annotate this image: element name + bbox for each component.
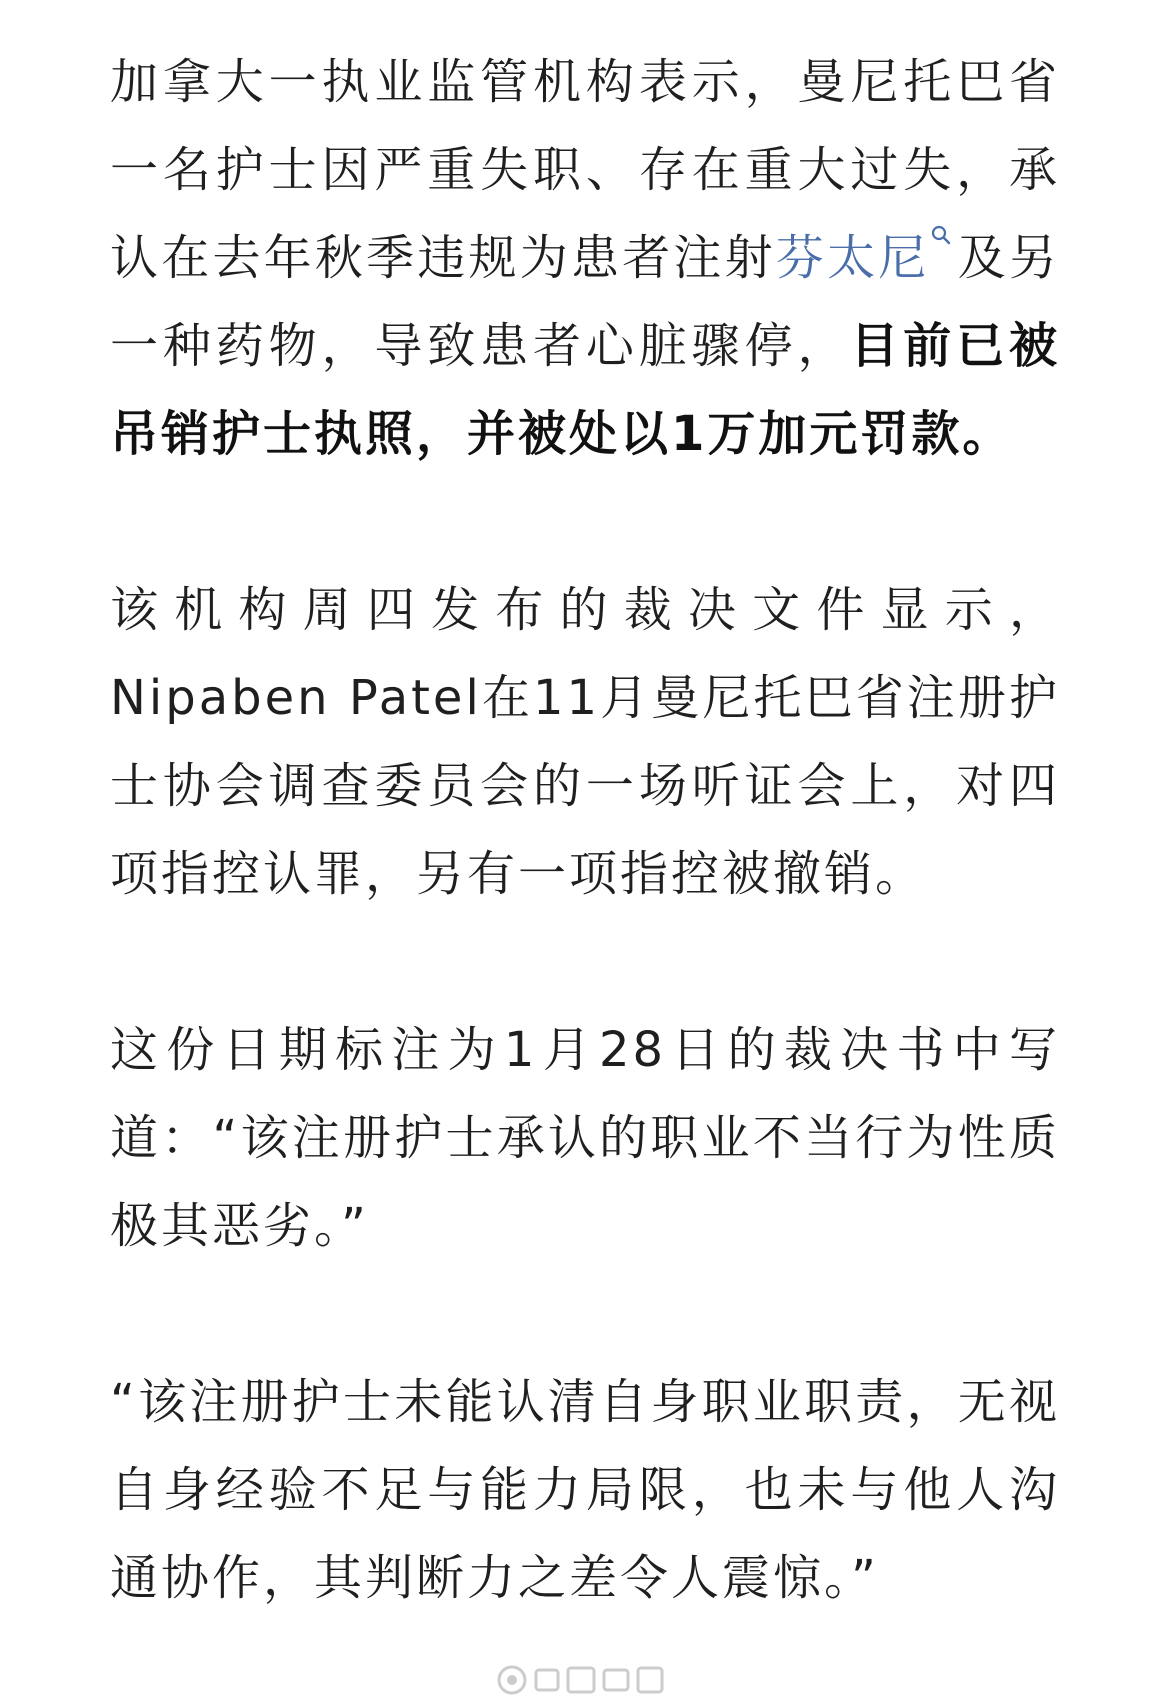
fentanyl-link[interactable]: 芬太尼 — [775, 230, 930, 286]
search-icon[interactable] — [930, 224, 952, 246]
paragraph-2: 该机构周四发布的裁决文件显示，Nipaben Patel在11月曼尼托巴省注册护士协会调查委员会的一场听证会上，对四项指控认罪，另有一项指控被撤销。 — [110, 582, 1060, 902]
article-body — [110, 38, 1060, 1622]
paragraph-1-bold-text: 目前已被吊销护士执照，并被处以1万加元罚款。 — [110, 318, 1060, 462]
watermark-logo — [492, 1660, 672, 1700]
paragraph-1 — [110, 38, 1060, 478]
paragraph-1-text-a: 加拿大一执业监管机构表示，曼尼托巴省一名护士因严重失职、存在重大过失，承认在去年秋季违规为患者注射 — [110, 54, 1060, 286]
paragraph-3: 这份日期标注为1月28日的裁决书中写道：“该注册护士承认的职业不当行为性质极其恶劣。” — [110, 1022, 1060, 1254]
paragraph-1-text-b: 及另一种药物，导致患者心脏骤停， — [110, 230, 1060, 374]
paragraph-4: “该注册护士未能认清自身职业职责，无视自身经验不足与能力局限，也未与他人沟通协作，其判断力之差令人震惊。” — [110, 1374, 1060, 1606]
